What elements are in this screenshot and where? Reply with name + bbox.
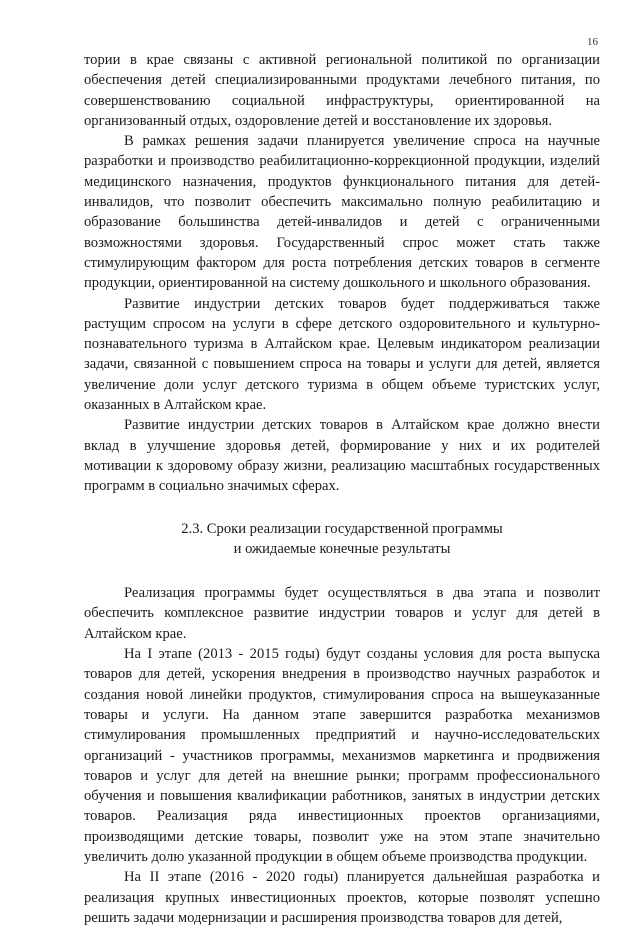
paragraph: Развитие индустрии детских товаров в Алтайском крае должно внести вклад в улучшение здоровья детей, формирование у них и их родителей мотивации к здоровому образу жизни, реализацию масштабных государственных программ в социально значимых сферах. bbox=[84, 417, 600, 495]
paragraph: На II этапе (2016 - 2020 годы) планируется дальнейшая разработка и реализация крупных инвестиционных проектов, которые позволят успешно решить задачи модернизации и расширения производства товаров для детей, bbox=[84, 869, 600, 926]
section-heading-line-2: и ожидаемые конечные результаты bbox=[233, 540, 451, 557]
document-body bbox=[84, 50, 600, 928]
page-number: 16 bbox=[587, 36, 598, 48]
section-heading bbox=[84, 519, 600, 560]
paragraph: На I этапе (2013 - 2015 годы) будут созданы условия для роста выпуска товаров для детей, ускорения внедрения в производство научных разработок и создания новой линейки продуктов, стимулирования спроса на вышеуказанные товары и услуги. На данном этапе завершится разработка механизмов стимулирования промышленных предприятий и научно-исследовательских организаций - участников программы, механизмов маркетинга и продвижения товаров и услуг для детей на внешние рынки; программ профессионального обучения и повышения квалификации работников, занятых в индустрии детских товаров. Реализация ряда инвестиционных проектов организациями, производящими детские товары, позволит уже на этом этапе значительно увеличить долю указанной продукции в общем объеме производства продукции. bbox=[84, 646, 600, 865]
section-heading-line-1: 2.3. Сроки реализации государственной программы bbox=[181, 520, 503, 537]
paragraph: Реализация программы будет осуществляться в два этапа и позволит обеспечить комплексное развитие индустрии товаров и услуг для детей в Алтайском крае. bbox=[84, 585, 600, 642]
paragraph: тории в крае связаны с активной региональной политикой по организации обеспечения детей специализированными продуктами лечебного питания, по совершенствованию социальной инфраструктуры, ориентированной на организованный отдых, оздоровление детей и восстановление их здоровья. bbox=[84, 52, 600, 129]
paragraph: Развитие индустрии детских товаров будет поддерживаться также растущим спросом на услуги в сфере детского оздоровительного и культурно-познавательного туризма в Алтайском крае. Целевым индикатором реализации задачи, связанной с повышением спроса на товары и услуги для детей, является увеличение доли услуг детского туризма в общем объеме туристских услуг, оказанных в Алтайском крае. bbox=[84, 295, 600, 414]
paragraph: В рамках решения задачи планируется увеличение спроса на научные разработки и производство реабилитационно-коррекционной продукции, изделий медицинского назначения, продуктов функционального питания для детей-инвалидов, что позволит обеспечить максимально полную реабилитацию и образование большинства детей-инвалидов и детей с ограниченными возможностями здоровья. Государственный спрос может стать также стимулирующим фактором для роста потребления детских товаров в сегменте продукции, ориентированной на систему дошкольного и школьного образования. bbox=[84, 133, 600, 292]
